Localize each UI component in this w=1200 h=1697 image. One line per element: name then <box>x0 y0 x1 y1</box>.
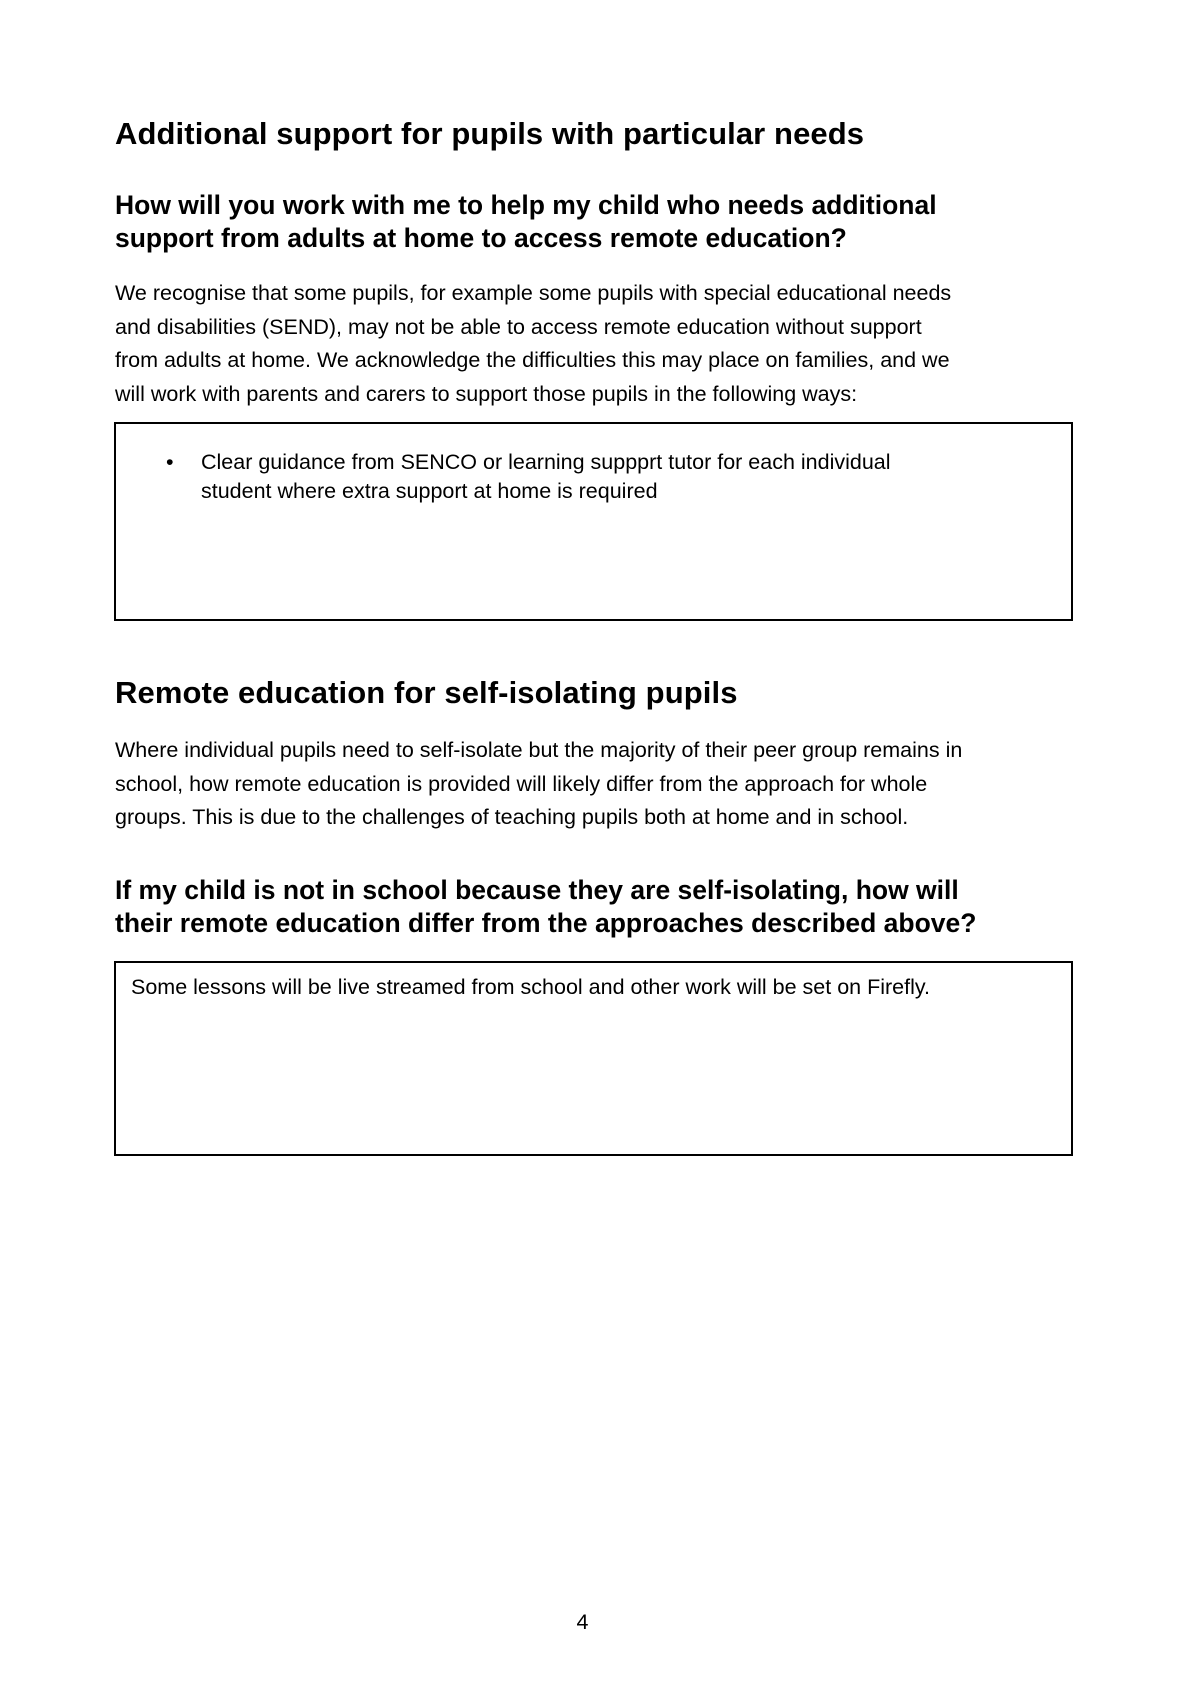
page-number: 4 <box>576 1610 589 1634</box>
bullet-item-text <box>201 448 891 505</box>
paragraph-self-isolating <box>115 734 1095 835</box>
question-heading-additional-support <box>115 189 1075 255</box>
question-heading-self-isolating <box>115 874 1075 940</box>
answer-box-additional-support <box>114 422 1073 621</box>
paragraph-line: and disabilities (SEND), may not be able to access remote education without support <box>115 314 922 339</box>
paragraph-line: will work with parents and carers to support those pupils in the following ways: <box>115 381 858 406</box>
paragraph-line: Where individual pupils need to self-isolate but the majority of their peer group remains in <box>115 738 963 762</box>
section-heading-self-isolating: Remote education for self-isolating pupils <box>115 675 738 710</box>
bullet-line: student where extra support at home is required <box>201 478 658 503</box>
question-line: support from adults at home to access remote education? <box>115 223 847 253</box>
section-heading-additional-support: Additional support for pupils with particular needs <box>115 116 865 151</box>
bullet-line: Clear guidance from SENCO or learning suppprt tutor for each individual <box>201 450 891 474</box>
question-line: How will you work with me to help my child who needs additional <box>115 190 937 220</box>
paragraph-line: groups. This is due to the challenges of teaching pupils both at home and in school. <box>115 805 909 829</box>
paragraph-send-support <box>115 277 1095 411</box>
question-line: their remote education differ from the approaches described above? <box>115 908 977 938</box>
paragraph-line: school, how remote education is provided will likely differ from the approach for whole <box>115 771 928 796</box>
question-line: If my child is not in school because they are self-isolating, how will <box>115 875 959 905</box>
answer-box-self-isolating <box>114 961 1073 1156</box>
paragraph-line: We recognise that some pupils, for example some pupils with special educational needs <box>115 281 952 305</box>
paragraph-line: from adults at home. We acknowledge the difficulties this may place on families, and we <box>115 348 950 372</box>
answer-text: Some lessons will be live streamed from school and other work will be set on Firefly. <box>131 975 931 999</box>
bullet-icon: • <box>166 450 174 474</box>
